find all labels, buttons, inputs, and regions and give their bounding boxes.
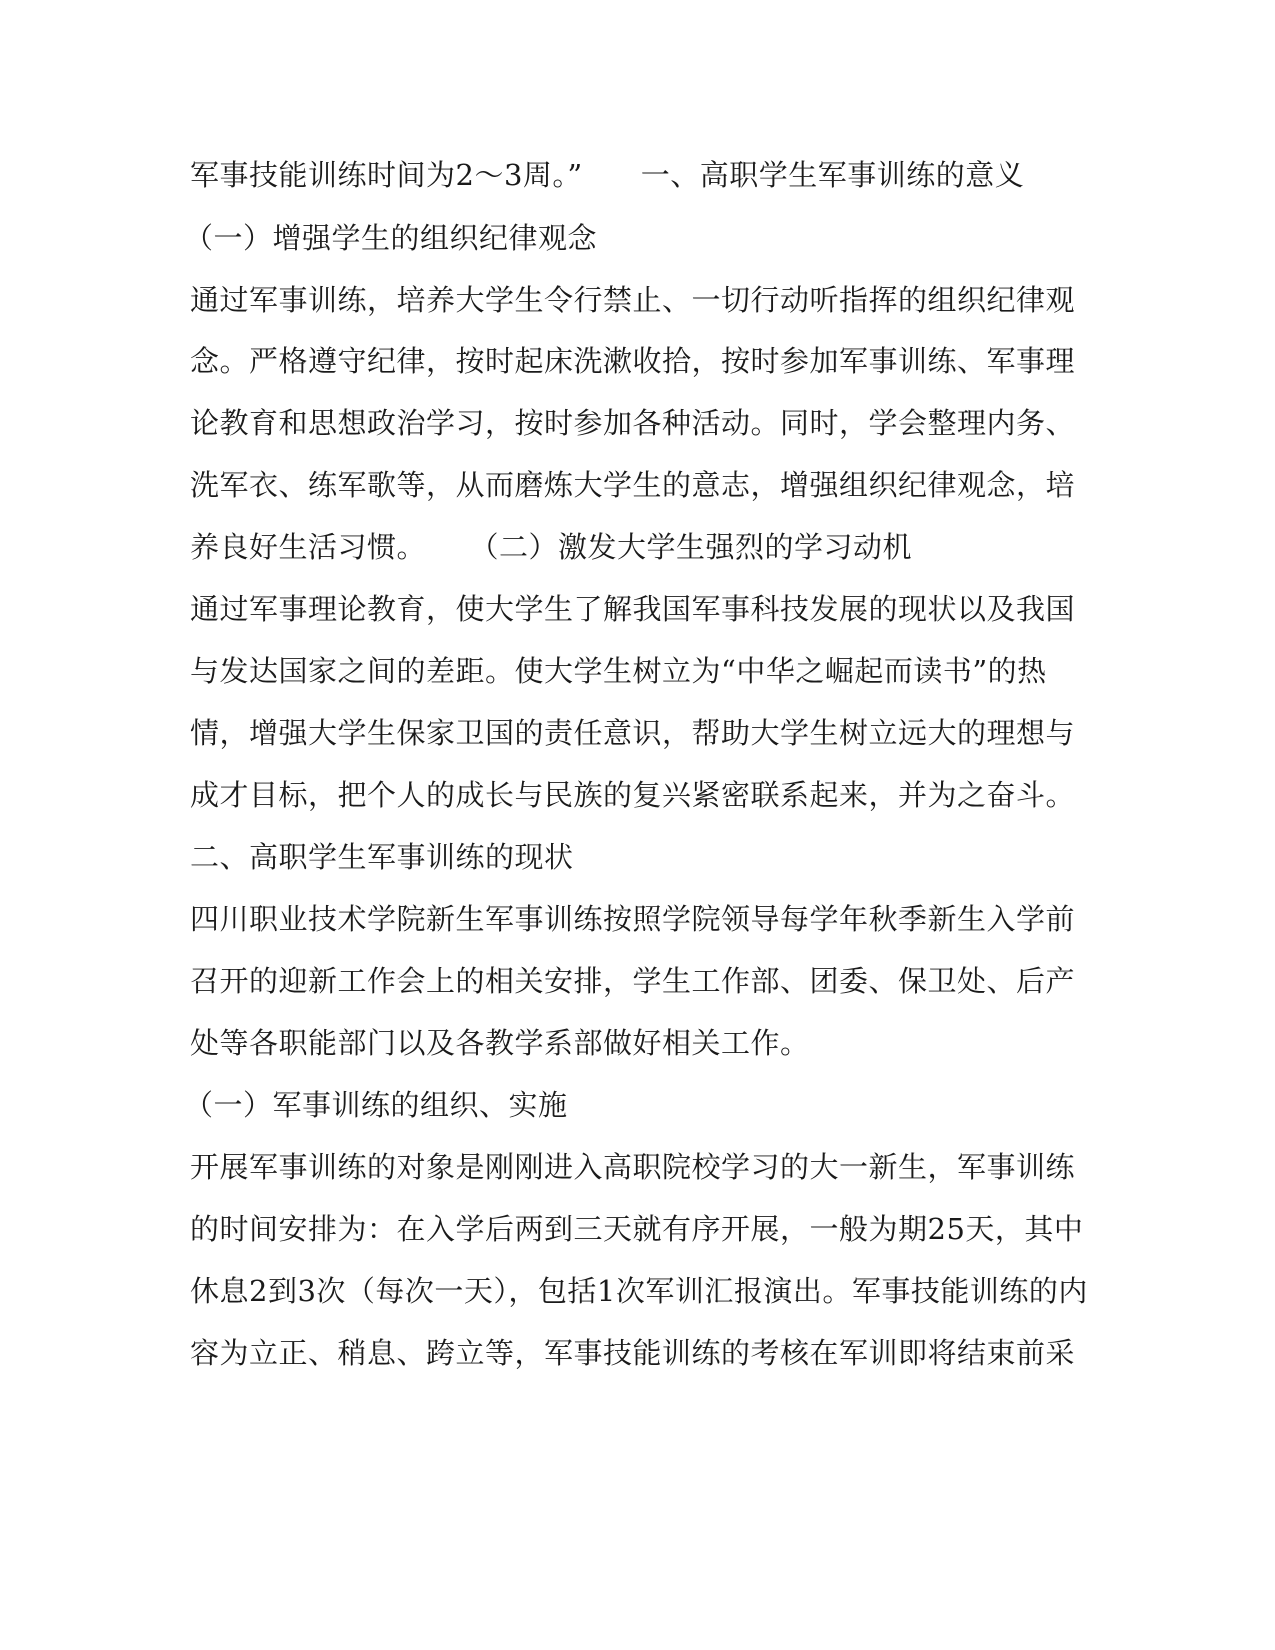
line-text: 通过军事训练，培养大学生令行禁止、一切行动听指挥的组织纪律观	[190, 283, 1076, 317]
section-heading: 一、高职学生军事训练的意义	[640, 158, 1025, 192]
line-text: 论教育和思想政治学习，按时参加各种活动。同时，学会整理内务、	[190, 406, 1076, 440]
text-line	[190, 1023, 810, 1063]
subsection-heading: （二）激发大学生强烈的学习动机	[484, 530, 913, 564]
text-line	[190, 1147, 1075, 1187]
section-heading	[190, 837, 574, 877]
line-text: 二、高职学生军事训练的现状	[190, 840, 574, 874]
text-line	[190, 713, 1075, 753]
text-line	[190, 775, 1075, 815]
text-line	[190, 280, 1075, 320]
text-line	[190, 341, 1075, 381]
line-text: 的时间安排为：在入学后两到三天就有序开展，一般为期25天，其中	[190, 1212, 1084, 1246]
text-line	[190, 961, 1075, 1001]
text-line	[190, 403, 1075, 443]
line-text: 召开的迎新工作会上的相关安排，学生工作部、团委、保卫处、后产	[190, 964, 1076, 998]
line-text: 容为立正、稍息、跨立等，军事技能训练的考核在军训即将结束前采	[190, 1336, 1076, 1370]
text-line	[190, 465, 1075, 505]
line-text: 养良好生活习惯。	[190, 530, 427, 564]
line-text: 洗军衣、练军歌等，从而磨炼大学生的意志，增强组织纪律观念，培	[190, 468, 1076, 502]
line-text: （一）军事训练的组织、实施	[184, 1088, 568, 1122]
line-text: 情，增强大学生保家卫国的责任意识，帮助大学生树立远大的理想与	[190, 716, 1076, 750]
subsection-heading	[184, 218, 597, 258]
line-text: 念。严格遵守纪律，按时起床洗漱收拾，按时参加军事训练、军事理	[190, 344, 1076, 378]
line-text: 四川职业技术学院新生军事训练按照学院领导每学年秋季新生入学前	[190, 902, 1076, 936]
line-text: （一）增强学生的组织纪律观念	[184, 221, 598, 255]
line-text: 成才目标，把个人的成长与民族的复兴紧密联系起来，并为之奋斗。	[190, 778, 1076, 812]
text-line	[190, 1209, 1083, 1249]
text-line	[190, 1333, 1075, 1373]
line-text: 开展军事训练的对象是刚刚进入高职院校学习的大一新生，军事训练	[190, 1150, 1076, 1184]
text-line	[190, 589, 1075, 629]
line-text: 处等各职能部门以及各教学系部做好相关工作。	[190, 1026, 810, 1060]
text-line	[190, 899, 1075, 939]
text-line	[190, 527, 912, 567]
text-line	[190, 1271, 1088, 1311]
line-text: 通过军事理论教育，使大学生了解我国军事科技发展的现状以及我国	[190, 592, 1076, 626]
text-line	[190, 155, 1024, 195]
subsection-heading	[184, 1085, 568, 1125]
line-text: 军事技能训练时间为2～3周。”	[190, 158, 583, 192]
line-text: 休息2到3次（每次一天），包括1次军训汇报演出。军事技能训练的内	[190, 1274, 1088, 1308]
line-text: 与发达国家之间的差距。使大学生树立为“中华之崛起而读书”的热	[190, 654, 1047, 688]
text-line	[190, 651, 1047, 691]
